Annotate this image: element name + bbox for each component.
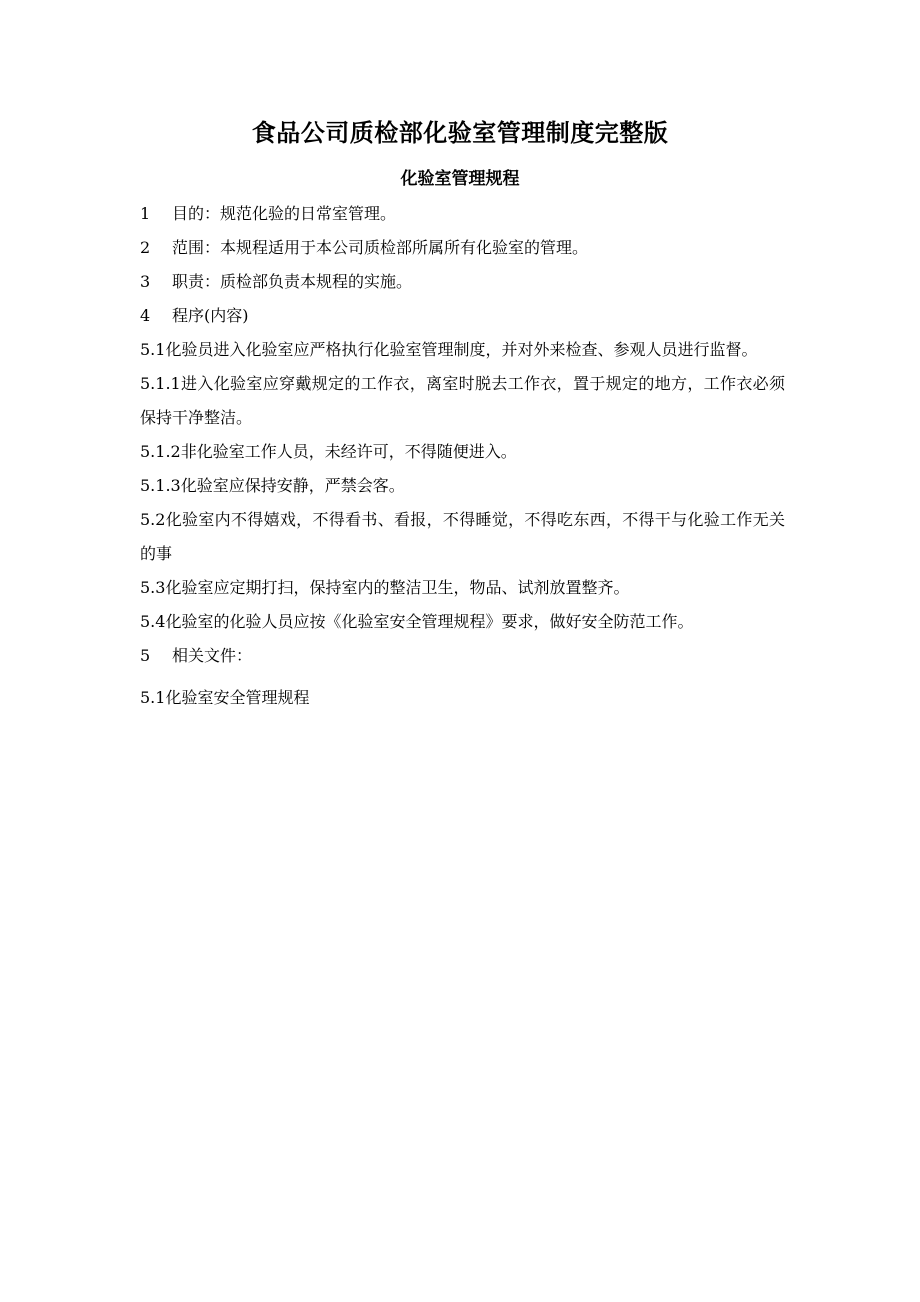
section-related-documents: [140, 639, 785, 673]
related-document-item: 5.1化验室安全管理规程: [140, 688, 310, 707]
section-responsibility: [140, 265, 785, 299]
section-number: 4: [140, 306, 151, 325]
section-text: 范围：本规程适用于本公司质检部所属所有化验室的管理。: [172, 238, 589, 257]
clause-5-1-3: 5.1.3化验室应保持安静，严禁会客。: [140, 476, 405, 495]
clause-5-2: 5.2化验室内不得嬉戏，不得看书、看报，不得睡觉，不得吃东西，不得干与化验工作无关的事: [140, 510, 785, 563]
clause-5-1-2: 5.1.2非化验室工作人员，未经许可，不得随便进入。: [140, 442, 517, 461]
clause-5-1: 5.1化验员进入化验室应严格执行化验室管理制度，并对外来检查、参观人员进行监督。: [140, 340, 758, 359]
section-number: 2: [140, 238, 151, 257]
document-body: [140, 197, 785, 715]
document-subtitle: 化验室管理规程: [400, 169, 520, 189]
section-number: 5: [140, 646, 151, 665]
section-number: 1: [140, 204, 151, 223]
section-text: 目的：规范化验的日常室管理。: [172, 204, 397, 223]
section-text: 相关文件：: [172, 646, 253, 665]
clause-5-3: 5.3化验室应定期打扫，保持室内的整洁卫生，物品、试剂放置整齐。: [140, 578, 630, 597]
section-text: 职责：质检部负责本规程的实施。: [172, 272, 413, 291]
clause-5-1-1: 5.1.1进入化验室应穿戴规定的工作衣，离室时脱去工作衣，置于规定的地方，工作衣必须保持干净整洁。: [140, 374, 785, 427]
section-text: 程序(内容): [172, 306, 249, 325]
document-title: 食品公司质检部化验室管理制度完整版: [251, 119, 669, 147]
section-procedure: [140, 299, 785, 333]
clause-5-4: 5.4化验室的化验人员应按《化验室安全管理规程》要求，做好安全防范工作。: [140, 612, 694, 631]
section-scope: [140, 231, 785, 265]
section-number: 3: [140, 272, 151, 291]
section-purpose: [140, 197, 785, 231]
